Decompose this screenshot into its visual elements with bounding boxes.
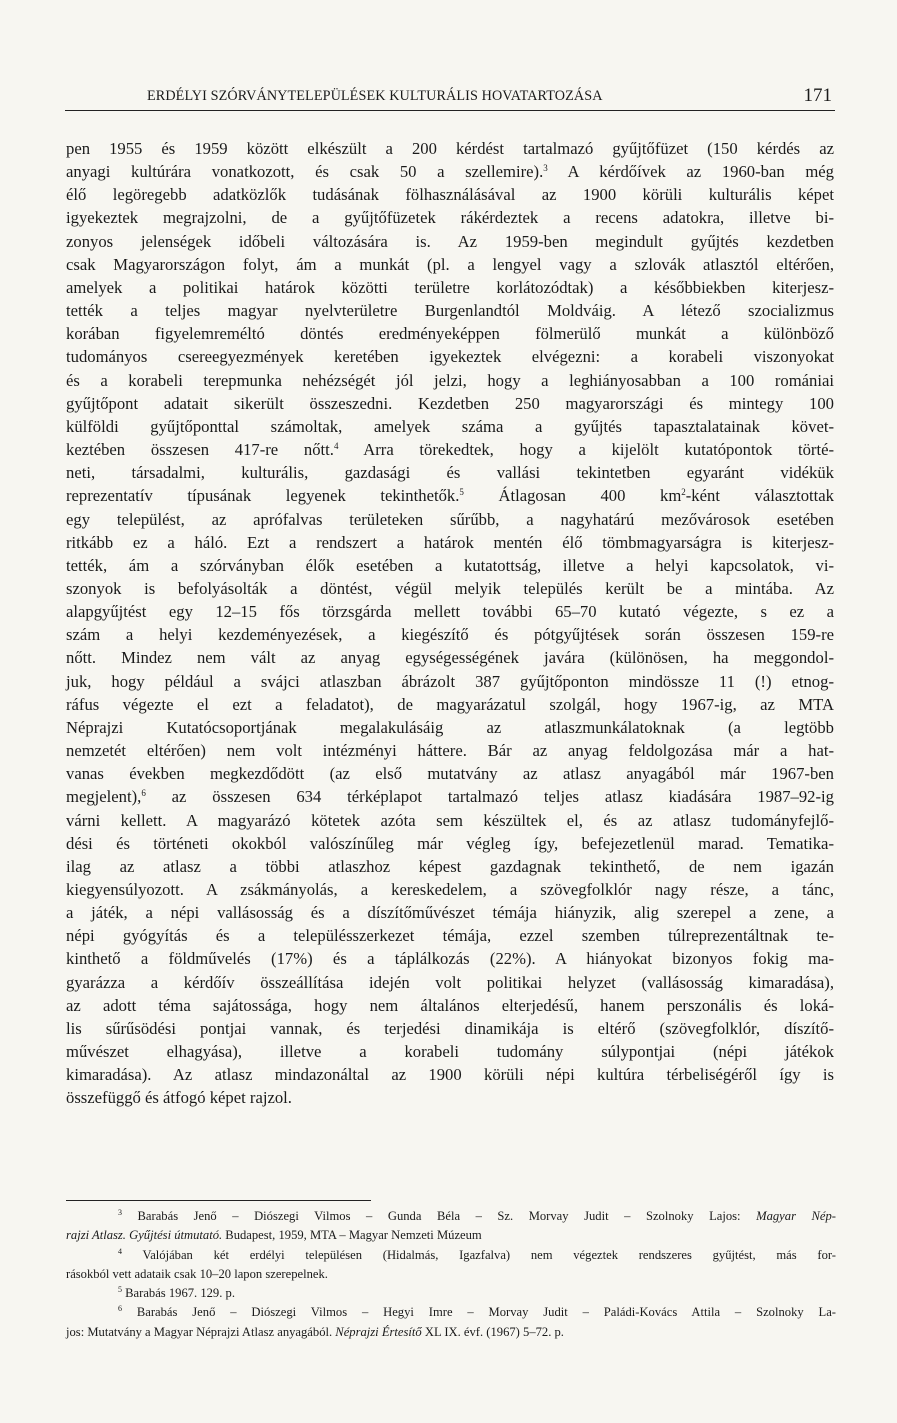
- text-line: reprezentatív típusának legyenek tekinthetők.$^5$ Átlagosan 400 $km^2$-ként választottak: [66, 486, 834, 506]
- footnote-3-cont: rajzi Atlasz. Gyűjtési útmutató. Budapest, 1959, MTA – Magyar Nemzeti Múzeum: [66, 1228, 482, 1243]
- text-line: zonyos jelenségek időbeli változására is. Az 1959-ben megindult gyűjtés kezdetben: [66, 231, 834, 251]
- text-line: pen 1955 és 1959 között elkészült a 200 kérdést tartalmazó gyűjtőfüzet (150 kérdés az: [66, 139, 834, 158]
- text-line: művészet elhagyása), illetve a korabeli tudomány súlypontjai (népi játékok: [66, 1042, 834, 1062]
- text-line: alapgyűjtést egy 12–15 fős törzsgárda mellett további 65–70 kutató végezte, s ez a: [66, 602, 834, 622]
- footnote-4-cont: rásokból vett adataik csak 10–20 lapon szerepelnek.: [66, 1266, 328, 1281]
- footnote-6: $^6$ Barabás Jenő – Diószegi Vilmos – Hegyi Imre – Morvay Judit – Paládi-Kovács Attila – Szolnoky La-: [118, 1304, 836, 1320]
- text-line: nőtt. Mindez nem vált az anyag egységességének javára (különösen, ha meggondol-: [66, 648, 834, 668]
- text-line: népi gyógyítás és a településszerkezet témája, ezzel szemben túlreprezentáltnak te-: [66, 926, 834, 946]
- text-line: kimaradása). Az atlasz mindazonáltal az 1900 körüli népi kultúra térbeliségéről így is: [66, 1065, 834, 1085]
- text-line: összefüggő és átfogó képet rajzol.: [66, 1088, 292, 1108]
- text-line: anyagi kultúrára vonatkozott, és csak 50 a szellemire).$^3$ A kérdőívek az 1960-ban még: [66, 162, 835, 182]
- text-line: neti, társadalmi, kulturális, gazdasági és vallási tekintetben egyaránt vidékük: [66, 463, 834, 483]
- text-line: kiegyensúlyozott. A zsákmányolás, a kereskedelem, a szövegfolklór nagy része, a tánc,: [66, 880, 834, 899]
- text-line: élő legöregebb adatközlők tudásának fölhasználásával az 1900 körüli kulturális képet: [66, 185, 834, 205]
- footnote-divider: [66, 1200, 371, 1201]
- text-line: tették a teljes magyar nyelvterületre Burgenlandtól Moldváig. A létező szocializmus: [66, 301, 834, 321]
- text-line: nemzetét eltérően) nem volt intézményi háttere. Bár az anyag feldolgozása már a hat-: [66, 741, 834, 761]
- text-line: kinthető a földművelés (17%) és a táplálkozás (22%). A hiányokat bizonyos fokig ma-: [66, 949, 834, 969]
- text-line: megjelent),$^6$ az összesen 634 térképlapot tartalmazó teljes atlasz kiadására 1987–92-ig: [66, 787, 834, 807]
- text-line: juk, hogy például a svájci atlaszban ábrázolt 387 gyűjtőponton mindössze 11 (!) etnog-: [66, 671, 834, 691]
- text-line: Néprajzi Kutatócsoportjának megalakulásáig az atlaszmunkálatoknak (a legtöbb: [66, 717, 834, 737]
- text-line: az adott téma sajátossága, hogy nem általános elterjedésű, hanem perszonális és loká-: [66, 995, 834, 1015]
- footnote-ref: 4: [333, 441, 339, 452]
- text-line: korában figyelemreméltó döntés eredményeképpen fölmerülő munkát a különböző: [66, 324, 834, 344]
- text-line: dési és történeti okokból valószínűleg már végleg így, befejezetlenül marad. Tematika-: [66, 833, 834, 853]
- text-line: tették, ám a szórványban élők esetében a kutatottság, illetve a helyi kapcsolatok, vi-: [66, 555, 834, 575]
- running-title: ERDÉLYI SZÓRVÁNYTELEPÜLÉSEK KULTURÁLIS HOVATARTOZÁSA: [147, 88, 603, 104]
- text-line: tudományos csereegyezmények keretében igyekeztek elvégezni: a korabeli viszonyokat: [66, 347, 834, 367]
- text-line: egy települést, az aprófalvas területeken sűrűbb, a nagyhatárú mezővárosok esetében: [66, 509, 834, 529]
- main-text: [66, 137, 834, 1110]
- text-line: amelyek a politikai határok közötti területre korlátozódtak) a későbbiekben kiterjesz-: [66, 277, 834, 297]
- footnote-4: $^4$ Valójában két erdélyi településen (Hidalmás, Igazfalva) nem végeztek rendszeres gyűjtést, más for-: [118, 1246, 836, 1262]
- text-line: szonyok is befolyásolták a döntést, végül melyik település került be a mintába. Az: [66, 578, 834, 598]
- text-line: ilag az atlasz a többi atlaszhoz képest gazdagnak tekinthető, de nem igazán: [66, 856, 834, 876]
- text-line: csak Magyarországon folyt, ám a munkát (pl. a lengyel vagy a szlovák atlasztól eltérően,: [66, 254, 834, 274]
- text-line: keztében összesen 417-re nőtt.$^4$ Arra törekedtek, hogy a kijelölt kutatópontok törté-: [66, 440, 834, 460]
- text-line: gyarázza a kérdőív összeállítása idején volt politikai helyzet (vallásosság kimaradása),: [66, 972, 834, 992]
- text-line: lis sűrűsödési pontjai vannak, és terjedési dinamikája is eltérő (szövegfolklór, díszítő-: [66, 1018, 834, 1038]
- text-line: vanas években megkezdődött (az első mutatvány az atlasz anyagából már 1967-ben: [66, 764, 834, 784]
- footnote-5: $^5$ Barabás 1967. 129. p.: [118, 1285, 235, 1301]
- text-line: szám a helyi kezdeményezések, a kiegészítő és pótgyűjtések során összesen 159-re: [66, 625, 834, 645]
- text-line: ráfus végezte el ezt a feladatot), de magyarázatul szolgál, hogy 1967-ig, az MTA: [66, 694, 834, 714]
- footnote-ref: 6: [141, 788, 146, 799]
- text-line: igyekeztek megrajzolni, de a gyűjtőfüzetek rákérdeztek a recens adatokra, illetve bi-: [66, 208, 834, 228]
- text-line: várni kellett. A magyarázó kötetek azóta sem készültek el, és az atlasz tudományfejlő-: [66, 810, 834, 830]
- footnote-ref: 3: [543, 163, 548, 174]
- footnotes: [66, 1207, 836, 1342]
- text-line: a játék, a népi vallásosság és a díszítőművészet témája hiányzik, alig szerepel a zene, a: [66, 903, 834, 923]
- text-line: és a korabeli terepmunka nehézségét jól jelzi, hogy a leghiányosabban a 100 romániai: [66, 370, 834, 390]
- footnote-ref: 5: [459, 487, 464, 498]
- running-header: [65, 85, 835, 111]
- footnote-6-cont: jos: Mutatvány a Magyar Néprajzi Atlasz anyagából. Néprajzi Értesítő XL IX. évf. (1967) 5–72. p.: [66, 1324, 564, 1339]
- text-line: gyűjtőpont adatait sikerült összeszedni. Kezdetben 250 magyarországi és mintegy 100: [66, 393, 834, 413]
- footnote-3: $^3$ Barabás Jenő – Diószegi Vilmos – Gunda Béla – Sz. Morvay Judit – Szolnoky Lajos: Magyar Nép-: [118, 1208, 836, 1223]
- text-line: ritkább ez a háló. Ezt a rendszert a határok mentén élő tömbmagyarságra is kiterjesz-: [66, 532, 834, 552]
- page-number: 171: [803, 85, 832, 106]
- text-line: külföldi gyűjtőponttal számoltak, amelyek száma a gyűjtés tapasztalatainak követ-: [66, 416, 834, 436]
